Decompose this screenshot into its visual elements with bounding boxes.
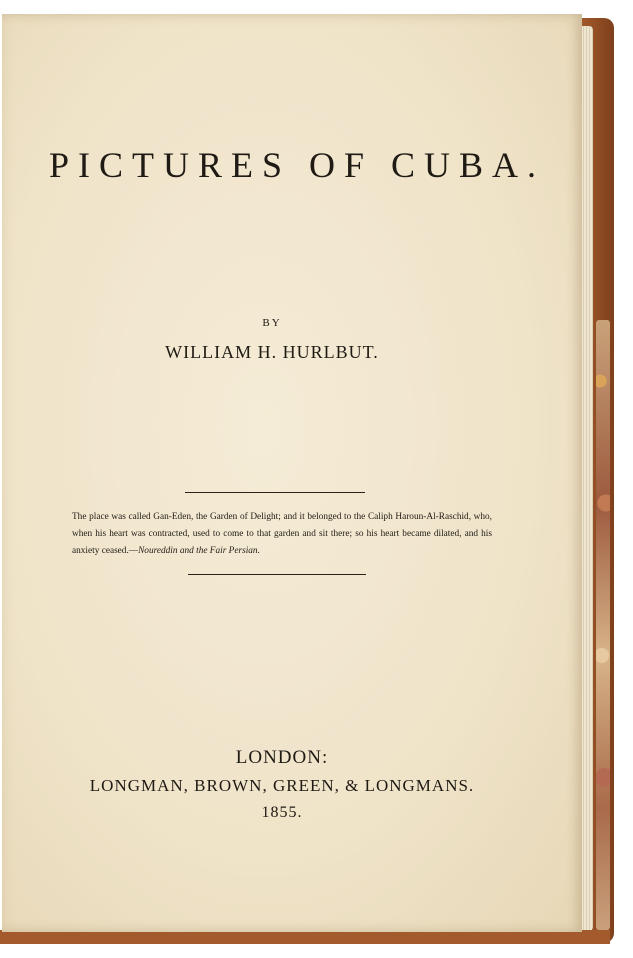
imprint-city: LONDON: xyxy=(235,747,329,768)
book-title: PICTURES OF CUBA. xyxy=(48,145,546,185)
imprint-year: 1855. xyxy=(261,804,303,821)
by-line: BY xyxy=(262,317,282,329)
author-name: WILLIAM H. HURLBUT. xyxy=(165,342,379,362)
divider-rule-top xyxy=(185,492,365,493)
binding-bottom-edge xyxy=(0,930,610,944)
epigraph xyxy=(72,509,492,560)
title-page xyxy=(2,14,582,932)
divider-rule-bottom xyxy=(188,574,366,575)
marbled-endpaper xyxy=(596,320,610,930)
epigraph-citation: Noureddin and the Fair Persian. xyxy=(138,546,260,556)
imprint-publisher: LONGMAN, BROWN, GREEN, & LONGMANS. xyxy=(89,776,475,795)
epigraph-text: The place was called Gan-Eden, the Garden of Delight; and it belonged to the Caliph Haroun-Al-Raschid, who, when his heart was contracted, used to come to that garden and sit there; so his heart became dilated, and his anxiety ceased.— xyxy=(72,512,492,556)
